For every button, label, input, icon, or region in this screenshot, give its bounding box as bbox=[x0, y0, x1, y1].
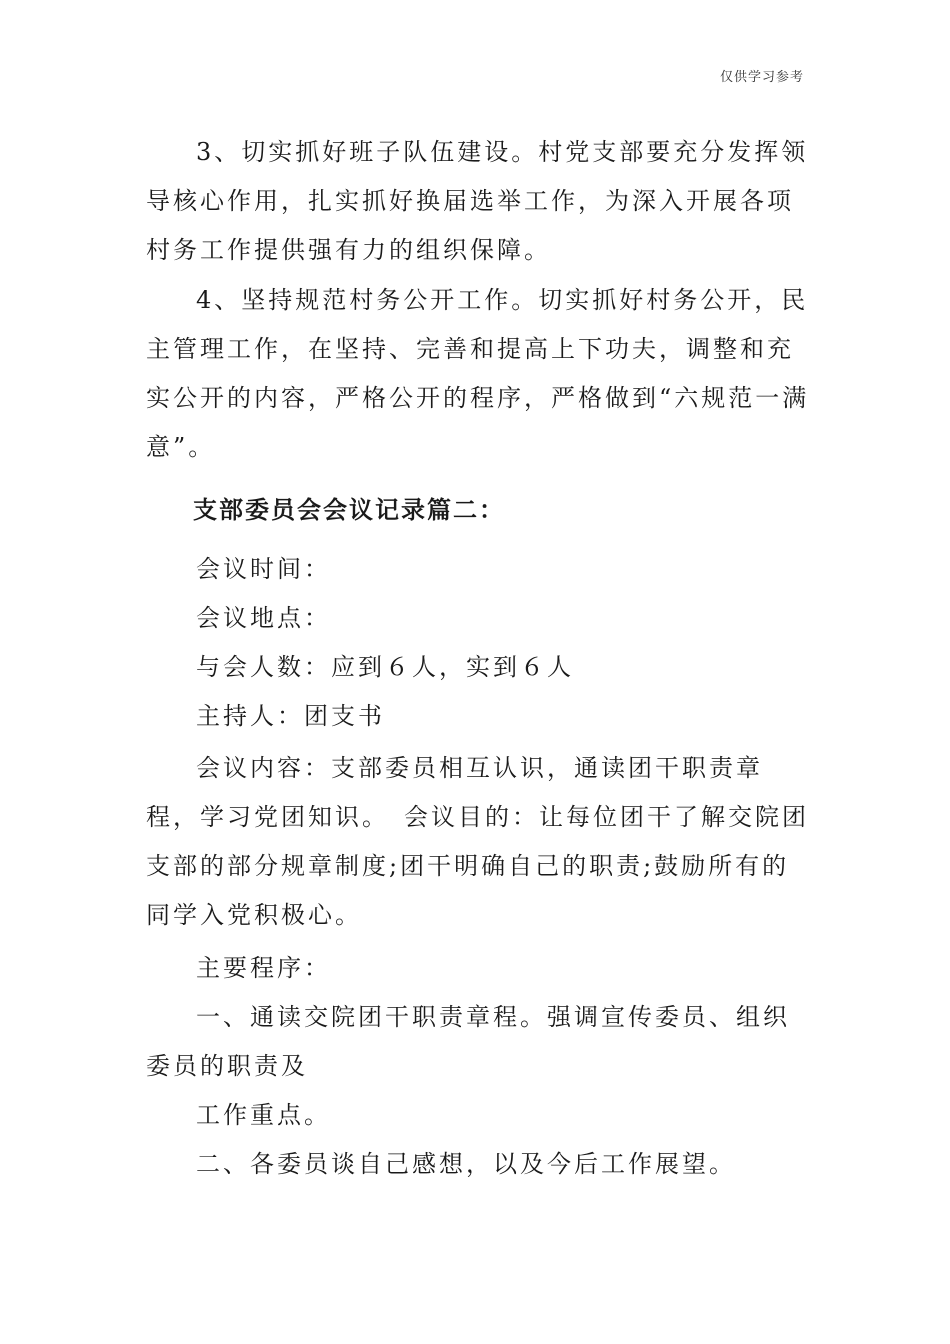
procedure-title: 主要程序： bbox=[196, 954, 331, 982]
section-heading: 支部委员会会议记录篇二： bbox=[193, 495, 505, 524]
header-note: 仅供学习参考 bbox=[719, 70, 804, 85]
paragraph-item-4: 4、坚持规范村务公开工作。切实抓好村务公开，民主管理工作，在坚持、完善和提高上下功夫，调整和充实公开的内容，严格公开的程序，严格做到“六规范一满意”。 bbox=[146, 286, 810, 461]
procedure-step-1-continued: 工作重点。 bbox=[196, 1101, 331, 1129]
meeting-place-line: 会议地点： bbox=[196, 604, 331, 632]
meeting-content-paragraph: 会议内容：支部委员相互认识，通读团干职责章程，学习党团知识。 会议目的：让每位团干了解交院团支部的部分规章制度;团干明确自己的职责;鼓励所有的同学入党积极心。 bbox=[146, 754, 809, 929]
procedure-step-2: 二、各委员谈自己感想，以及今后工作展望。 bbox=[196, 1150, 736, 1178]
host-line: 主持人：团支书 bbox=[196, 702, 385, 730]
procedure-step-1: 一、通读交院团干职责章程。强调宣传委员、组织委员的职责及 bbox=[146, 1003, 790, 1080]
meeting-time-line: 会议时间： bbox=[196, 555, 331, 583]
paragraph-item-3: 3、切实抓好班子队伍建设。村党支部要充分发挥领导核心作用，扎实抓好换届选举工作，为深入开展各项村务工作提供强有力的组织保障。 bbox=[146, 138, 809, 264]
attendance-line: 与会人数：应到６人，实到６人 bbox=[196, 653, 574, 681]
